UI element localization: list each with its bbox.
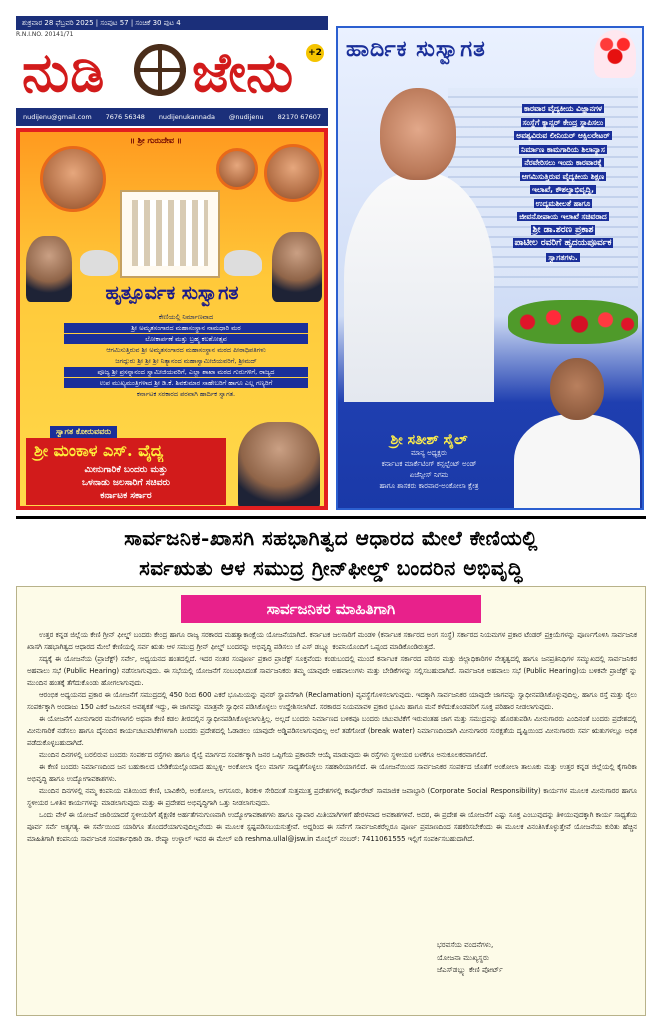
notice-paragraph: ಮುಂದಿನ ದಿನಗಳಲ್ಲಿ ನಮ್ಮ ಕಂಪನಿಯ ವತಿಯಿಂದ ಕೇಣಿ, ಬಾವಿಕೇರಿ, ಅಂಕೋಲಾ, ಅಗಸೂರು, ಶಿರಕುಳಿ ಸೇರಿದಂತೆ ಸುತ್ತಮುತ್ತ ಪ್ರದೇಶಗಳಲ್ಲಿ ಕಾರ್ಪೊರೇಟ್ ಸಾಮಾಜಿಕ ಜವಾಬ್ದಾರಿ (Corporate Social Responsibility) ಕಾರ್ಯಗಳ ಮೂಲಕ ಮೀನುಗಾರರ ಹಾಗೂ ಸ್ಥಳೀಯರ ಒಳಿತಿನ ಕಾರ್ಯಗಳನ್ನು ಮಾಡಲಾಗುವುದು ಮತ್ತು ಈ ಪ್ರದೇಶದ ಅಭಿವೃದ್ಧಿಗಾಗಿ ಒತ್ತು ನೀಡಲಾಗುವುದು. [27, 787, 637, 807]
edition-badge: +2 [306, 44, 324, 62]
elephant-image [224, 250, 262, 276]
welcome-poster [16, 128, 328, 510]
ad-message-line: ನಿರ್ಮಾಣ ಕಾಮಗಾರಿಯ ಶಿಲಾನ್ಯಾಸ [521, 144, 605, 154]
welcome-advertisement [336, 26, 644, 510]
notice-paragraph: ಈ ಕೇಣಿ ಬಂದರು ನಿರ್ಮಾಣದಿಂದ ಜನ ಬಹುಕಾಲದ ಬೇಡಿಕೆಯಲ್ಲೊಂದಾದ ಹುಬ್ಬಳ್ಳಿ- ಅಂಕೋಲಾ ರೈಲು ಮಾರ್ಗ ಸಾಧ್ಯತೆಗೊಳ್ಳಲು ಸಹಕಾರಿಯಾಗಲಿದೆ. ಈ ಯೋಜನೆಯಿಂದ ಸಾರ್ವಜನಿಕರ ಸಂಪರ್ಕದ ಜೊತೆಗೆ ಅಂಕೋಲಾ ತಾಲೂಕು ಮತ್ತು ಉತ್ತರ ಕನ್ನಡ ಜಿಲ್ಲೆಯಲ್ಲಿ ಕೈಗಾರಿಕಾ ಅಭಿವೃದ್ಧಿ ಹಾಗೂ ಉದ್ಯೋಗಾವಕಾಶಗಳು. [27, 763, 637, 783]
ad-signer-role: ಕರ್ನಾಟಕ ಮಾರ್ಕೆಟಿಂಗ್ ಕನ್ಸಲ್ಟೆಂಟ್ ಅಂಡ್ [381, 460, 477, 468]
ad-message-line: ಆಗಮಿಸುತ್ತಿರುವ ವೈದ್ಯಕೀಯ ಶಿಕ್ಷಣ [521, 171, 605, 181]
logo-text-right: ಜೇನು [192, 40, 294, 104]
ad-message [488, 102, 638, 264]
swami-portrait [216, 148, 258, 190]
twitter-contact: @nudijenu [228, 113, 264, 121]
ad-signer-role: ಮಾನ್ಯ ಅಧ್ಯಕ್ಷರು [410, 449, 448, 457]
signature-line: ಜೆಎಸ್‌ಡಬ್ಲ್ಯು ಕೇಣಿ ಪೋರ್ಟ್ [437, 965, 503, 974]
signer-role [26, 462, 226, 505]
minister-name: ಶ್ರೀ ಡಾ.ಶರಣ ಪ್ರಕಾಶ [532, 224, 594, 235]
ad-signer-role: ಹಾಗೂ ಶಾಸಕರು ಕಾರವಾರ-ಅಂಕೋಲಾ ಕ್ಷೇತ್ರ [379, 482, 479, 490]
poster-line: ಆಗಮಿಸುತ್ತಿರುವ ಶ್ರೀ ಅಮೃತಸಂಗಾರದ ಮಹಾಸಂಸ್ಥಾನ ಮಠದ ಪೀಠಾಧಿಪತಿಗಳು [106, 346, 266, 354]
poster-line: ಕರ್ನಾಟಕ ಸರಕಾರದ ಪರವಾಗಿ ಹಾರ್ದಿಕ ಸ್ವಾಗತ. [136, 390, 236, 398]
logo-text-left: ನುಡಿ [22, 40, 106, 104]
newspaper-logo [16, 40, 328, 106]
swami-portrait [40, 146, 106, 212]
newspaper-masthead-panel [16, 16, 328, 510]
rni-number: R.N.I.NO. 20141/71 [16, 31, 74, 38]
ad-message-line: ಜೀವನೋಪಾಯ ಇಲಾಖೆ ಸಚಿವರಾದ [519, 212, 607, 221]
notice-banner: ಸಾರ್ವಜನಿಕರ ಮಾಹಿತಿಗಾಗಿ [181, 595, 481, 623]
signature-line: ಭರವಸೆಯ ವಂದನೆಗಳು, [437, 940, 494, 949]
signature-line: ಯೋಜನಾ ಮುಖ್ಯಸ್ಥರು [437, 952, 490, 962]
notice-body [27, 629, 637, 845]
headline-line-2: ಸರ್ವಋತು ಆಳ ಸಮುದ್ರ ಗ್ರೀನ್‌ಫೀಲ್ಡ್ ಬಂದರಿನ ಅಭಿವೃದ್ಧಿ [139, 556, 523, 580]
poster-line: ಶ್ರೀ ಅಮೃತಸಂಗಾರದ ಮಹಾಸಂಸ್ಥಾನ ನಾಮಧಾರಿ ಮಠ [64, 323, 308, 333]
ad-message-line: ಸಂಸ್ಥೆಗೆ ಕ್ಯಾನ್ಸರ್ ಕೇಂದ್ರ ಸ್ಥಾಪಿಸಲು [522, 117, 604, 127]
ad-closing: ಸ್ವಾಗತಗಳು. [548, 252, 578, 262]
poster-line: ಉಪ ಮುಖ್ಯಮಂತ್ರಿಗಳಾದ ಶ್ರೀ ಡಿ.ಕೆ. ಶಿವಕುಮಾರ ಸಾಹೇಬರಿಗೆ ಹಾಗೂ ಎಲ್ಲ ಗಣ್ಯರಿಗೆ [64, 378, 308, 388]
signer-role-line: ಕರ್ನಾಟಕ ಸರ್ಕಾರ [100, 491, 152, 501]
poster-line: ಲೋಕಾರ್ಪಣೆ ಮತ್ತು ಬ್ರಹ್ಮ ಕಲಶೋತ್ಸವ [64, 334, 308, 344]
public-notice [16, 516, 646, 1016]
signer-role-line: ಒಳನಾಡು ಜಲಸಾರಿಗೆ ಸಚಿವರು [81, 478, 171, 488]
notice-headline [16, 516, 646, 584]
roses-image [508, 300, 638, 344]
phone-contact: 7676 56348 [105, 113, 145, 121]
headline-line-1: ಸಾರ್ವಜನಿಕ-ಖಾಸಗಿ ಸಹಭಾಗಿತ್ವದ ಆಧಾರದ ಮೇಲೆ ಕೇಣಿಯಲ್ಲಿ [124, 526, 538, 550]
poster-body-text [64, 312, 308, 400]
signer-name: ಶ್ರೀ ಮಂಕಾಳ ಎಸ್. ವೈದ್ಯ [26, 438, 226, 464]
guru-line: ॥ ಶ್ರೀ ಗುರುದೇವ ॥ [130, 136, 182, 145]
notice-signature [437, 939, 617, 977]
minister-portrait [344, 88, 494, 388]
notice-box [16, 586, 646, 1016]
poster-line: ಕೇಣಿಯಲ್ಲಿ ನಿರ್ಮಾಣವಾದ [158, 313, 214, 321]
ship-wheel-icon [134, 44, 186, 96]
ad-signer-role: ಏಜೆನ್ಸೀಸ್ ನಿಗಮ [409, 471, 449, 479]
ad-message-line: ಕಾರವಾರ ವೈದ್ಯಕೀಯ ವಿಜ್ಞಾನಗಳ [524, 104, 602, 113]
ad-message-line: ನೆರವೇರಿಸಲು ಇಂದು ಕಾರವಾರಕ್ಕೆ [524, 158, 602, 167]
poster-line: ಜಗದ್ಗುರು ಶ್ರೀ ಶ್ರೀ ಶ್ರೀ ನಿತ್ಯಾನಂದ ಮಹಾಸ್ವಾಮೀಜಿಯವರಿಗೆ, ಶ್ರೀಮದ್ [115, 357, 257, 365]
email-contact: nudijenu@gmail.com [22, 113, 92, 121]
ad-message-line: ಉದ್ಯಮಶೀಲತೆ ಹಾಗೂ [535, 198, 591, 208]
notice-paragraph: ಸದ್ಯಕ್ಕೆ ಈ ಯೋಜನೆಯ (ಪ್ರಾಜೆಕ್ಟ್) ಸರ್ವೇ, ಅಧ್ಯಯನದ ಹಂತದಲ್ಲಿದೆ. ಇದರ ನಂತರ ಸಂಪೂರ್ಣ ಪ್ರಕಾರ ಪ್ರಾಜೆಕ್ಟ್ ಸೂಕ್ತವೆಂದು ಕಂಡುಬಂದಲ್ಲಿ ಮುಂದೆ ಕರ್ನಾಟಕ ಸರ್ಕಾರದ ಪರಿಸರ ಮತ್ತು ಜಿಲ್ಲಾಧಿಕಾರಿಗಳ ನೇತೃತ್ವದಲ್ಲಿ ಹಾಗೂ ಜನಪ್ರತಿನಿಧಿಗಳ ಸಮ್ಮುಖದಲ್ಲಿ ಸಾರ್ವಜನಿಕರ ಅಹವಾಲು ಸಭೆ (Public Hearing) ನಡೆಸಲಾಗುವುದು. ಈ ಸಭೆಯಲ್ಲಿ ಯೋಜನೆಗೆ ಸಂಬಂಧಿಸಿದಂತೆ ಸಾರ್ವಜನಿಕರು ತಮ್ಮ ಯಾವುದೇ ಅಹವಾಲುಗಳು ಮತ್ತು ಬೇಡಿಕೆಗಳನ್ನು ಸಲ್ಲಿಸಬಹುದಾಗಿದೆ. ಸಾರ್ವಜನಿಕ ಅಹವಾಲು ಸಭೆ (Public Hearing)ಯ ಬಳಿಕವೇ ಪ್ರಾಜೆಕ್ಟ್ ನ್ನು ಮುಂದಿನ ಹಂತಕ್ಕೆ ತೆಗೆದುಕೊಂಡು ಹೋಗಲಾಗುವುದು. [27, 655, 637, 687]
notice-paragraph: ಒಂದು ವೇಳೆ ಈ ಯೋಜನೆ ಜಾರಿಯಾದರೆ ಸ್ಥಳೀಯರಿಗೆ ಶೈಕ್ಷಣಿಕ ಅರ್ಹತೆಗನುಗುಣವಾಗಿ ಉದ್ಯೋಗಾವಕಾಶಗಳು ಹಾಗೂ ವ್ಯಾಪಾರ ಮಿತಿಯಾಗಿಗಳಿಗೆ ಹೇರಳವಾದ ಅವಕಾಶಗಳಿವೆ. ಅದರ, ಈ ಪ್ರದೇಶ ಈ ಯೋಜನೆಗೆ ಎಷ್ಟು ಸೂಕ್ತ ಎಂಬುವುದನ್ನು ತಿಳಿಯುವುದಕ್ಕಾಗಿ ಕಾರ್ಯ ಸಾಧ್ಯತೆಯ ಪೂರ್ವ ಸರ್ವೆ ಅತ್ಯಗತ್ಯ. ಈ ಸರ್ವೆಯಿಂದ ಯಾರಿಗೂ ತೊಂದರೆಯಾಗುವುದಿಲ್ಲವೆಂದು ಈ ಮೂಲಕ ಸ್ಪಷ್ಟಪಡಿಸಬಯಸುತ್ತೇವೆ. ಅದ್ದರಿಂದ ಈ ಸರ್ವೆಗೆ ಸಾರ್ವಜನಿಕರೆಲ್ಲರೂ ಪೂರ್ಣ ಪ್ರಮಾಣದಿಂದ ಸಹಕರಿಸಬೇಕೆಂದು ಈ ಮೂಲಕ ವಿನಂತಿಸಿಕೊಳ್ಳುತ್ತೇವೆ ಯೋಜನೆಯ ಕುರಿತು ಹೆಚ್ಚಿನ ಮಾಹಿತಿಗಾಗಿ ಕಂಪನಿಯ ಸಾರ್ವಜನಿಕ ಸಂಪರ್ಕಾಧಿಕಾರಿ ಡಾ. ರೇಷ್ಮಾ ಉಳ್ಳಾಲ್ ಇವರ ಈ ಮೇಲ್ ಐಡಿ reshma.ullal@jsw.in ಮೊಬೈಲ್ ನಂಬರ್: 7411061555 ಇಲ್ಲಿಗೆ ಸಂಪರ್ಕಿಸಬಹುದಾಗಿದೆ. [27, 811, 637, 843]
ad-message-line: ಅವಶ್ಯವಿರುವ ಲೀನಿಯರ್ ಆಕ್ಸಿಲರೇಟರ್ [516, 131, 610, 140]
notice-paragraph: ಈ ಯೋಜನೆಗೆ ಮೀನುಗಾರರ ಮನೆಗಳಾಗಲಿ ಅಥವಾ ಕೇಣಿ ಕಡಲ ತೀರದಲ್ಲಿನ ಸ್ವಾಧೀನಪಡಿಸಿಕೊಳ್ಳಲಾಗುತ್ತಿಲ್ಲ. ಅಲ್ಲದೆ ಬಂದರು ನಿರ್ಮಾಣದ ಬಳಿಕವೂ ಬಂದರು ಚಟುವಟಿಕೆಗೆ ಇರುವಂತಹ ಜಾಗ ಮತ್ತು ಸಮುದ್ರವನ್ನು ಹೊರತುಪಡಿಸಿ ಮೀನುಗಾರರು ಎಂದಿನಂತೆ ಬಂದರು ಪ್ರದೇಶದಲ್ಲಿ ಮೀನುಗಾರಿಕೆ ನಡೆಸಲು ಹಾಗೂ ದೈನಂದಿನ ಕಾರ್ಯಚಟುವಟಿಕೆಗಳಿಗಾಗಿ ಬಂದರು ಪ್ರದೇಶದಲ್ಲಿ ಓಡಾಡಲು ಯಾವುದೇ ಅಡ್ಡಿಪಡಿಸಲಾಗುವುದಿಲ್ಲ ಅಲೆ ತಡೆಗೋಡೆ (break water) ನಿರ್ಮಾಣದಿಂದಾಗಿ ಮೀನುಗಾರರ ಸುರಕ್ಷತೆಯ ದೃಷ್ಟಿಯಿಂದ ಮೀನುಗಾರರು ಸರ್ವ ಋತುಗಳಲ್ಲೂ ಅಧಿಕ ಪಡೆದುಕೊಳ್ಳಬಹುದಾಗಿದೆ. [27, 715, 637, 747]
minister-portrait [238, 422, 320, 510]
temple-image [120, 190, 220, 278]
bouquet-icon [594, 30, 636, 78]
welcomers-label: ಸ್ವಾಗತ ಕೋರುವವರು [50, 426, 117, 438]
facebook-contact: nudijenukannada [158, 113, 215, 121]
contact-bar [16, 108, 328, 126]
notice-paragraph: ಉತ್ತರ ಕನ್ನಡ ಜಿಲ್ಲೆಯ ಕೇಣಿ ಗ್ರೀನ್ ಫೀಲ್ಡ್ ಬಂದರು ಕೇಂದ್ರ ಹಾಗೂ ರಾಜ್ಯ ಸರಕಾರದ ಮಹತ್ವಾಕಾಂಕ್ಷೆಯ ಯೋಜನೆಯಾಗಿದೆ. ಕರ್ನಾಟಕ ಜಲಸಾರಿಗೆ ಮಂಡಳಿ (ಕರ್ನಾಟಕ ಸರ್ಕಾರದ ಅಂಗ ಸಂಸ್ಥೆ) ಸರ್ಕಾರದ ನಿಯಮಗಳ ಪ್ರಕಾರ ಟೆಂಡರ್ ಪ್ರಕ್ರಿಯೆಗಳನ್ನು ಪೂರ್ಣಗೊಳಿಸಿ ಸಾರ್ವಜನಿಕ ಖಾಸಗಿ ಸಹಭಾಗಿತ್ವದ ಆಧಾರದ ಮೇಲೆ ಕೇಣಿಯಲ್ಲಿ ಸರ್ವ ಋತು ಆಳ ಸಮುದ್ರ ಗ್ರೀನ್ ಫೀಲ್ಡ್ ಬಂದರನ್ನು ಅಭಿವೃದ್ಧಿ ಪಡಿಸಲು ಜೆ ಎಸ್ ಡಬ್ಲ್ಯೂ ಕಂಪನಿಯೊಂದಿಗೆ ಒಪ್ಪಂದ ಮಾಡಿಕೊಂಡಿರುತ್ತದೆ. [27, 631, 637, 651]
ad-message-line: ಇಲಾಖೆ, ಕೌಶಲ್ಯಾಭಿವೃದ್ಧಿ, [532, 185, 594, 194]
elephant-image [80, 250, 118, 276]
ad-title: ಹಾರ್ದಿಕ ಸುಸ್ವಾಗತ [346, 36, 486, 62]
ad-signer [346, 432, 512, 492]
signer-role-line: ಮೀನುಗಾರಿಕೆ ಬಂದರು ಮತ್ತು [84, 465, 168, 475]
notice-paragraph: ಮುಂದಿನ ದಿನಗಳಲ್ಲಿ ಬರಲಿರುವ ಬಂದರು ಸಂಪರ್ಕದ ರಸ್ತೆಗಳು ಹಾಗೂ ರೈಲ್ವೆ ಮಾರ್ಗದ ಸಂಪರ್ಕಕ್ಕಾಗಿ ಜನರ ಒಪ್ಪಿಗೆಯ ಪ್ರಕಾರವೇ ಆಯ್ಕೆ ಮಾಡುವುದು ಈ ರಸ್ತೆಗಳು ಸ್ಥಳೀಯರ ಬಳಕೆಗೂ ಅನುಕೂಲಕರವಾಗಲಿದೆ. [39, 751, 488, 759]
swami-portrait [264, 144, 322, 202]
dateline: ಶುಕ್ರವಾರ 28 ಫೆಬ್ರವರಿ 2025 | ಸಂಪುಟ 57 | ಸಂಚಿಕೆ 30 ಪುಟ 4 [16, 16, 328, 30]
notice-paragraph: ಆರಂಭಿಕ ಅಧ್ಯಯನದ ಪ್ರಕಾರ ಈ ಯೋಜನೆಗೆ ಸಮುದ್ರದಲ್ಲಿ 450 ರಿಂದ 600 ಎಕರೆ ಭೂಮಿಯನ್ನು ಪುನರ್ ಸ್ಥಾಪನೆಗಾಗಿ (Reclamation) ವ್ಯವಸ್ಥೆಗೊಳಿಸಲಾಗುವುದು. ಇದಕ್ಕಾಗಿ ಸಾರ್ವಜನಿಕರ ಯಾವುದೇ ಜಾಗವನ್ನು ಸ್ವಾಧೀನಪಡಿಸಿಕೊಳ್ಳುವುದಿಲ್ಲ. ಹಾಗೂ ರಸ್ತೆ ಮತ್ತು ರೈಲು ಸಂಪರ್ಕಕ್ಕಾಗಿ ಅಂದಾಜು 150 ಎಕರೆ ಜಮೀನಿನ ಅವಶ್ಯಕತೆ ಇದ್ದು, ಈ ಜಾಗವನ್ನು ಮಾತ್ರವೇ ಸ್ವಾಧೀನ ಪಡಿಸಿಕೊಳ್ಳಲು ಉದ್ದೇಶಿಸಲಾಗಿದೆ. ಸರಕಾರದ ನಿಯಮಾವಳಿ ಪ್ರಕಾರ ಭೂಮಿ ಹಾಗೂ ಮನೆ ಕಳೆದುಕೊಂಡವರಿಗೆ ಸೂಕ್ತ ಪರಿಹಾರ ನೀಡಲಾಗುವುದು. [27, 691, 637, 711]
whatsapp-contact: 82170 67607 [277, 113, 321, 121]
poster-welcome-heading: ಹೃತ್ಪೂರ್ವಕ ಸುಸ್ವಾಗತ [105, 282, 239, 304]
signer-portrait [514, 358, 640, 508]
ad-signer-name: ಶ್ರೀ ಸತೀಶ್ ಸೈಲ್ [390, 432, 468, 448]
poster-line: ಪೂಜ್ಯ ಶ್ರೀ ಪ್ರಸನ್ನಾನಂದ ಸ್ವಾಮೀಜಿಯವರಿಗೆ, ಎಲ್ಲಾ ಶಾಖಾ ಮಠದ ಗುರುಗಳಿಗೆ, ರಾಜ್ಯದ [64, 367, 308, 377]
minister-name-line2: ಪಾಟೀಲ ರವರಿಗೆ ಹೃದಯಪೂರ್ವಕ [514, 238, 612, 248]
